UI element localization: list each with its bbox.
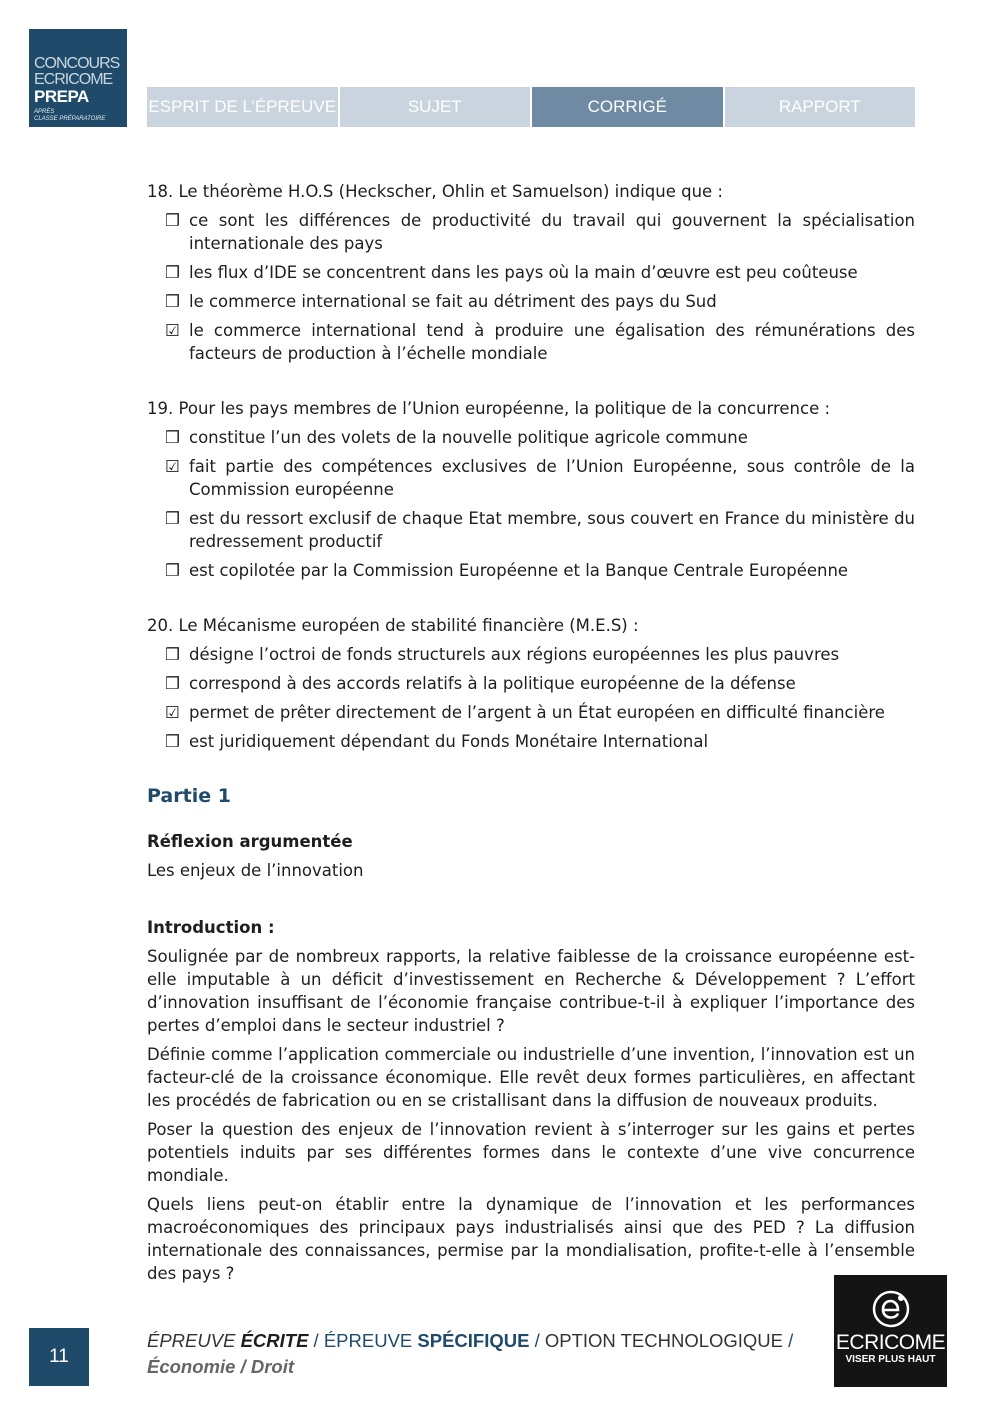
footer-exam-info: [147, 1328, 807, 1380]
checkbox-icon: ❒: [165, 674, 180, 693]
logo-line-prepa: PREPA: [34, 87, 89, 106]
checkbox-icon: ❒: [165, 732, 180, 751]
section-tabs: [147, 87, 915, 127]
answer-text: constitue l’un des volets de la nouvelle politique agricole commune: [189, 428, 748, 447]
brand-tagline: VISER PLUS HAUT: [845, 1354, 936, 1365]
answer-option: [165, 209, 915, 255]
checked-box-icon: ☑: [165, 703, 180, 722]
checkbox-icon: ❒: [165, 509, 180, 528]
question-title: 20. Le Mécanisme européen de stabilité financière (M.E.S) :: [147, 616, 639, 635]
answer-option-correct: [165, 319, 915, 365]
tab-sujet[interactable]: SUJET: [340, 87, 531, 127]
answer-text: désigne l’octroi de fonds structurels aux régions européennes les plus pauvres: [189, 645, 840, 664]
footer-epreuve-2: ÉPREUVE: [323, 1330, 418, 1351]
checkbox-icon: ❒: [165, 292, 180, 311]
document-content: [147, 180, 915, 1291]
answer-option: [165, 290, 915, 313]
checkbox-icon: ❒: [165, 428, 180, 447]
answer-option: [165, 730, 915, 753]
logo-apres: APRÈS: [34, 109, 55, 115]
answer-text: permet de prêter directement de l’argent à un État européen en difficulté financière: [189, 703, 885, 722]
answer-option: [165, 261, 915, 284]
checked-box-icon: ☑: [165, 321, 180, 340]
logo-line-concours: CONCOURS: [34, 55, 120, 72]
answer-option: [165, 559, 915, 582]
answer-option: [165, 643, 915, 666]
answer-option: [165, 507, 915, 553]
checkbox-icon: ❒: [165, 645, 180, 664]
question-20: [147, 614, 915, 753]
footer-line-1: [147, 1328, 807, 1354]
footer-line-2: Économie / Droit: [147, 1356, 294, 1377]
answer-option-correct: [165, 455, 915, 501]
answer-text: les flux d’IDE se concentrent dans les pays où la main d’œuvre est peu coûteuse: [189, 263, 858, 282]
question-18: [147, 180, 915, 365]
reflexion-topic: Les enjeux de l’innovation: [147, 861, 364, 880]
question-title: 19. Pour les pays membres de l’Union européenne, la politique de la concurrence :: [147, 399, 831, 418]
answer-text: est du ressort exclusif de chaque Etat membre, sous couvert en France du ministère du redressement productif: [189, 509, 915, 551]
answer-text: le commerce international se fait au détriment des pays du Sud: [189, 292, 717, 311]
answer-text: correspond à des accords relatifs à la politique européenne de la défense: [189, 674, 796, 693]
answer-text: le commerce international tend à produire une égalisation des rémunérations des facteurs de production à l’échelle mondiale: [189, 321, 915, 363]
tab-esprit-de-l-epreuve[interactable]: ESPRIT DE L’ÉPREUVE: [147, 87, 338, 127]
answer-option: [165, 672, 915, 695]
answer-text: ce sont les différences de productivité du travail qui gouvernent la spécialisation internationale des pays: [189, 211, 915, 253]
ecricome-e-icon: [871, 1289, 911, 1329]
checkbox-icon: ❒: [165, 211, 180, 230]
footer-ecrite: ÉCRITE: [240, 1330, 309, 1351]
footer-option: OPTION TECHNOLOGIQUE: [544, 1330, 784, 1351]
reflexion-heading: Réflexion argumentée: [147, 832, 353, 851]
introduction-paragraph: Poser la question des enjeux de l’innovation revient à s’interroger sur les gains et pertes potentiels induits par ses différentes formes dans le contexte d’une vive concurrence mondiale.: [147, 1120, 915, 1185]
footer-epreuve: ÉPREUVE: [147, 1330, 241, 1351]
introduction-paragraph: Quels liens peut-on établir entre la dynamique de l’innovation et les performances macroéconomiques des principaux pays industrialisés ainsi que des PED ? La diffusion internationale des connaissances, permise par la mondialisation, profite-t-elle à l’ensemble des pays ?: [147, 1195, 915, 1283]
ecricome-brand-logo: [834, 1275, 947, 1387]
concours-ecricome-logo: [29, 29, 127, 127]
answer-text: fait partie des compétences exclusives de l’Union Européenne, sous contrôle de la Commission européenne: [189, 457, 915, 499]
checkbox-icon: ❒: [165, 561, 180, 580]
page-number: 11: [29, 1328, 89, 1386]
logo-line-ecricome: ECRICOME: [34, 71, 113, 88]
introduction-paragraph: Soulignée par de nombreux rapports, la relative faiblesse de la croissance européenne est-elle imputable à un déficit d’investissement en Recherche & Développement ? L’effort d’innovation insuffisant de l’économie française contribue-t-il à expliquer l’importance des pertes d’emploi dans le secteur industriel ?: [147, 947, 915, 1035]
question-title: 18. Le théorème H.O.S (Heckscher, Ohlin et Samuelson) indique que :: [147, 182, 723, 201]
checked-box-icon: ☑: [165, 457, 180, 476]
answer-text: est copilotée par la Commission Européenne et la Banque Centrale Européenne: [189, 561, 849, 580]
answer-text: est juridiquement dépendant du Fonds Monétaire International: [189, 732, 709, 751]
footer-separator: /: [529, 1330, 545, 1351]
introduction-heading: Introduction :: [147, 918, 275, 937]
answer-option-correct: [165, 701, 915, 724]
logo-line-apres: [34, 109, 127, 123]
question-19: [147, 397, 915, 582]
footer-separator: /: [308, 1330, 324, 1351]
tab-corrige[interactable]: CORRIGÉ: [532, 87, 723, 127]
logo-classe-preparatoire: CLASSE PRÉPARATOIRE: [34, 116, 106, 122]
tab-rapport[interactable]: RAPPORT: [725, 87, 916, 127]
footer-separator: /: [783, 1330, 794, 1351]
partie-heading: Partie 1: [147, 785, 231, 807]
introduction-paragraph: Définie comme l’application commerciale ou industrielle d’une invention, l’innovation est un facteur-clé de la croissance économique. Elle revêt deux formes particulières, en affectant les procédés de fabrication ou en se cristallisant dans la diffusion de nouveaux produits.: [147, 1045, 915, 1110]
footer-specifique: SPÉCIFIQUE: [417, 1330, 530, 1351]
checkbox-icon: ❒: [165, 263, 180, 282]
answer-option: [165, 426, 915, 449]
brand-name: ECRICOME: [835, 1331, 946, 1354]
